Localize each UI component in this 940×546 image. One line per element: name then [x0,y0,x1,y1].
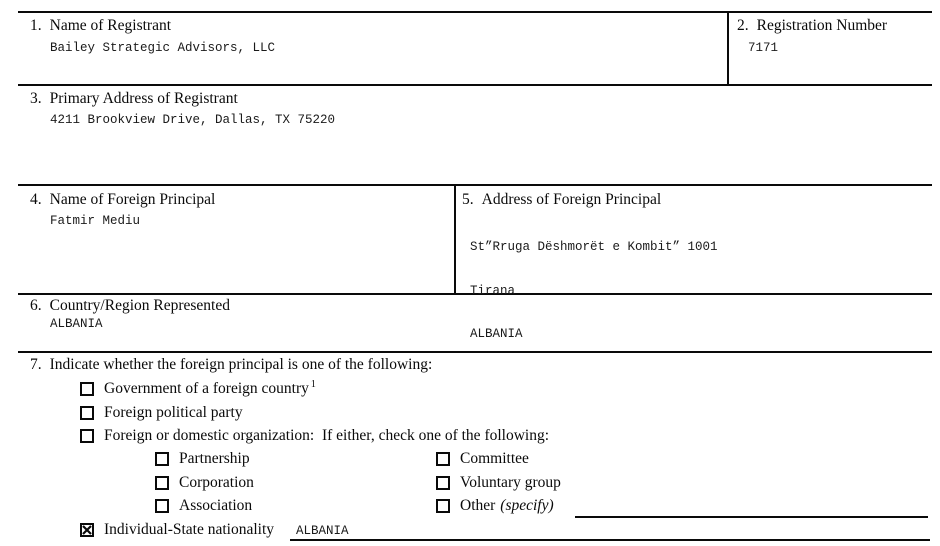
option-government-label [104,380,316,400]
field1-number: 1. [30,17,42,34]
field6-label [30,297,230,315]
checkbox-government[interactable] [80,382,94,396]
field6-number: 6. [30,297,42,314]
rule-top [18,11,932,13]
other-specify-fill-line[interactable] [575,516,928,518]
option-political-party-label: Foreign political party [104,404,243,421]
checkbox-partnership[interactable] [155,452,169,466]
field4-title: Name of Foreign Principal [49,191,216,208]
field5-title: Address of Foreign Principal [481,191,662,208]
field5-value-line2: Tirana [470,283,516,298]
option-other-label [460,497,554,515]
footnote-1-superscript: 1 [310,379,316,390]
divider-field4-field5 [454,184,456,295]
field2-number: 2. [737,17,749,34]
option-government-text: Government of a foreign country [104,380,309,397]
option-individual-nationality-label: Individual-State nationality [104,521,275,538]
field3-value: 4211 Brookview Drive, Dallas, TX 75220 [50,113,336,127]
option-organization-label: Foreign or domestic organization: If either, check one of the following: [104,427,550,444]
field7-label [30,356,432,374]
field5-value-line3: ALBANIA [470,327,523,341]
field6-value: ALBANIA [50,317,103,331]
field5-value [470,211,718,371]
checkbox-committee[interactable] [436,452,450,466]
field3-title: Primary Address of Registrant [49,90,238,107]
field4-number: 4. [30,191,42,208]
option-corporation-label: Corporation [179,474,254,491]
field1-value: Bailey Strategic Advisors, LLC [50,41,276,55]
field5-value-line1: St”Rruga Dëshmorët e Kombit” 1001 [470,240,718,254]
field2-value: 7171 [748,41,779,55]
field1-title: Name of Registrant [49,17,172,34]
field2-title: Registration Number [756,17,888,34]
individual-nationality-fill-line[interactable] [290,539,930,541]
field7-number: 7. [30,356,42,373]
option-committee-label: Committee [460,450,529,467]
field7-title: Indicate whether the foreign principal is one of the following: [49,356,433,373]
checkbox-voluntary-group[interactable] [436,476,450,490]
field5-number: 5. [462,191,474,208]
divider-field1-field2 [727,11,729,86]
checkbox-association[interactable] [155,499,169,513]
rule-below-row-3 [18,184,932,186]
checkbox-individual-nationality-checked[interactable] [80,523,94,537]
field4-label [30,191,215,209]
field6-title: Country/Region Represented [49,297,230,314]
field5-label [462,191,661,209]
field1-label [30,17,171,35]
option-association-label: Association [179,497,253,514]
field3-number: 3. [30,90,42,107]
checkbox-x-mark-icon [82,525,92,535]
option-other-specify-text: (specify) [500,497,554,514]
rule-below-row-1-2 [18,84,932,86]
field4-value: Fatmir Mediu [50,214,141,228]
field3-label [30,90,238,108]
option-other-text: Other [460,497,496,514]
field2-label [737,17,887,35]
option-voluntary-group-label: Voluntary group [460,474,561,491]
checkbox-other[interactable] [436,499,450,513]
checkbox-political-party[interactable] [80,406,94,420]
option-partnership-label: Partnership [179,450,250,467]
individual-nationality-value: ALBANIA [296,524,349,538]
checkbox-corporation[interactable] [155,476,169,490]
checkbox-organization[interactable] [80,429,94,443]
